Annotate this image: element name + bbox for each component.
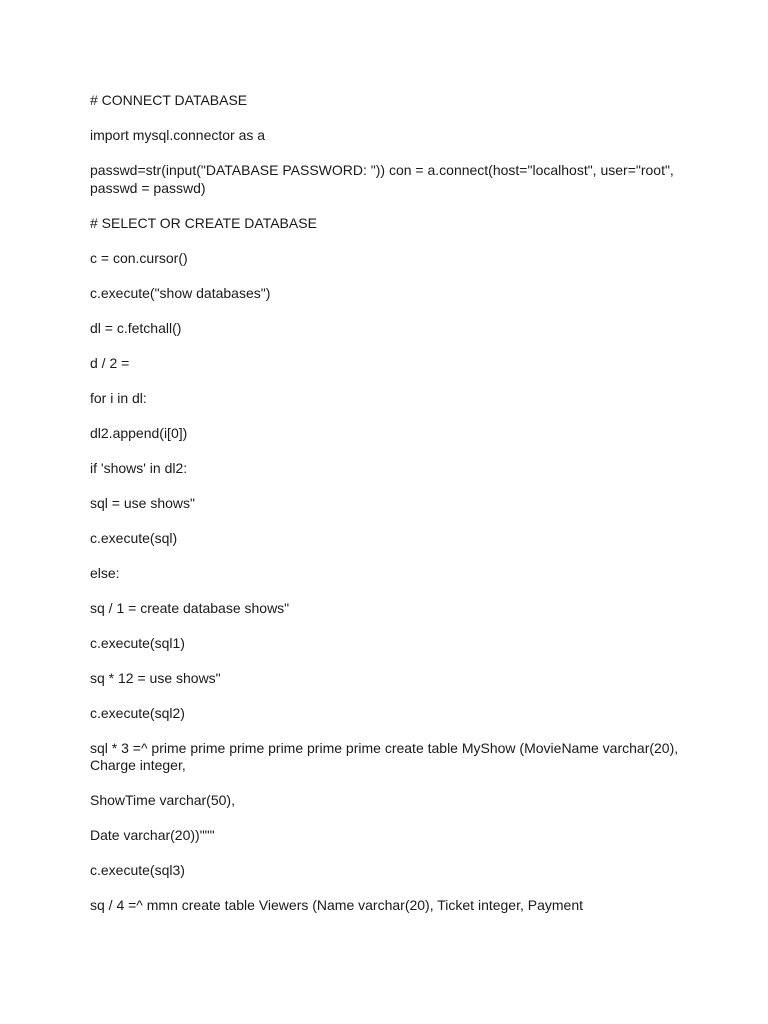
code-line: sq / 1 = create database shows" — [90, 599, 290, 616]
code-line: sq / 4 =^ mmn create table Viewers (Name varchar(20), Ticket integer, Payment — [90, 897, 584, 913]
code-line: for i in dl: — [90, 389, 147, 406]
comment-line: # CONNECT DATABASE — [90, 92, 248, 108]
code-line: dl2.append(i[0]) — [90, 424, 188, 441]
code-line: import mysql.connector as a — [90, 127, 266, 143]
code-line: sql = use shows" — [90, 494, 195, 511]
code-line: dl = c.fetchall() — [90, 319, 182, 336]
code-line: else: — [90, 564, 120, 581]
code-line: c.execute(sql2) — [90, 704, 185, 721]
code-line: sq * 12 = use shows" — [90, 669, 221, 686]
code-line: c.execute(sql1) — [90, 634, 185, 651]
code-line: c.execute("show databases") — [90, 284, 271, 301]
code-line: c = con.cursor() — [90, 249, 188, 266]
code-line: Date varchar(20))""" — [90, 827, 215, 843]
code-line: sql * 3 =^ prime prime prime prime prime prime create table MyShow (MovieName varchar(20), Charge integer, — [90, 739, 679, 773]
document-body — [90, 92, 690, 932]
code-line: c.execute(sql) — [90, 529, 178, 546]
code-line: d / 2 = — [90, 354, 130, 371]
code-line: ShowTime varchar(50), — [90, 792, 235, 808]
code-line: if 'shows' in dl2: — [90, 459, 188, 476]
code-line: c.execute(sql3) — [90, 862, 185, 878]
comment-line: # SELECT OR CREATE DATABASE — [90, 214, 317, 231]
code-line: passwd=str(input("DATABASE PASSWORD: ")) con = a.connect(host="localhost", user="root", passwd = passwd) — [90, 162, 674, 196]
